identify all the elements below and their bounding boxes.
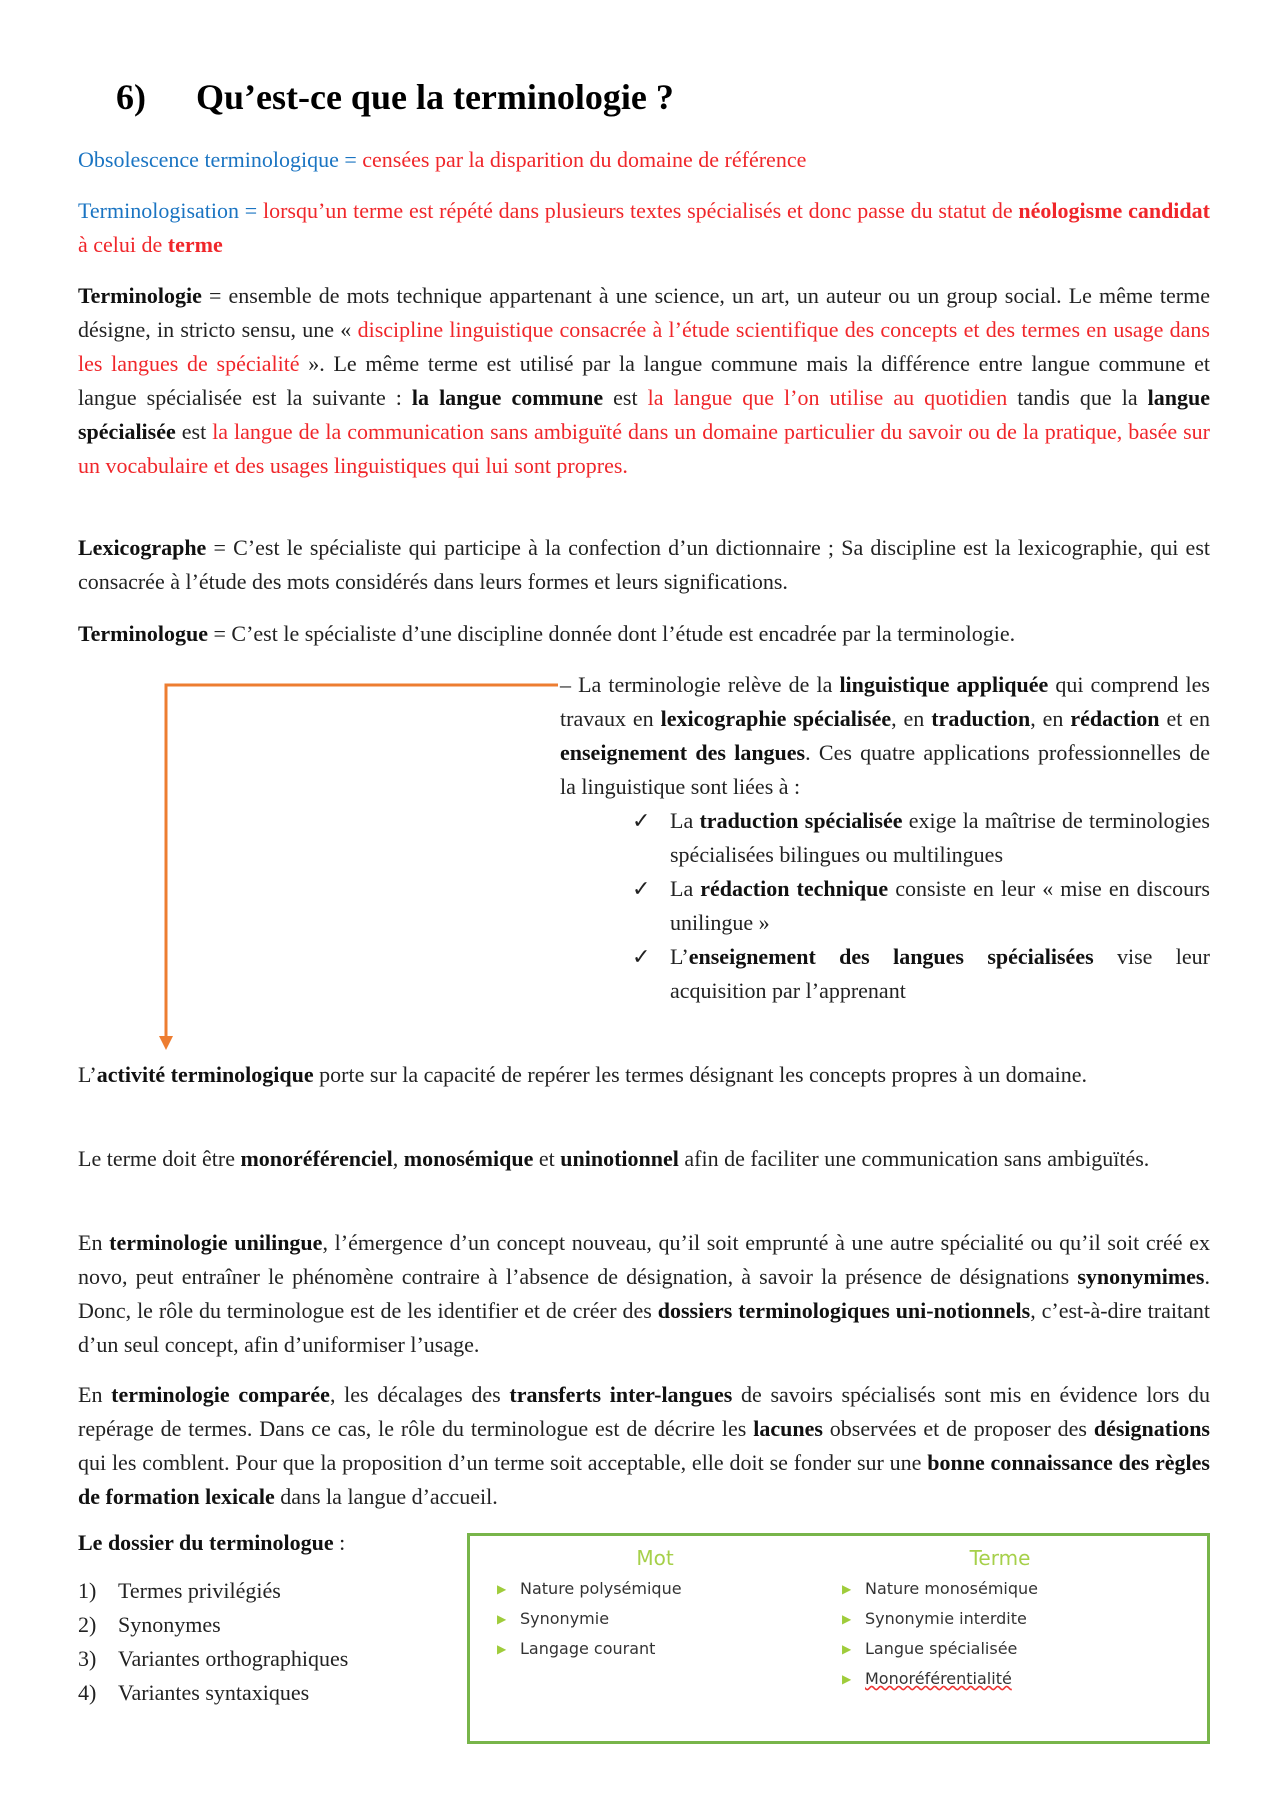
item-number: 3) — [78, 1646, 97, 1671]
text-run: En — [78, 1382, 112, 1407]
text-run: uninotionnel — [560, 1146, 679, 1171]
text-run: synonymimes — [1077, 1264, 1205, 1289]
check-text — [670, 876, 1210, 935]
list-item — [830, 1664, 1170, 1694]
text-run: qui les comblent. Pour que la proposition d’un terme soit acceptable, elle doit se fonder sur une — [78, 1450, 928, 1475]
text-run: activité terminologique — [96, 1062, 314, 1087]
text-run: En — [78, 1230, 110, 1255]
list-item — [830, 1574, 1170, 1604]
unilingue-paragraph — [78, 1226, 1210, 1362]
list-item — [485, 1604, 825, 1634]
item-number: 4) — [78, 1680, 97, 1705]
bullet-triangle-icon: ▶ — [842, 1642, 852, 1656]
text-run: monosémique — [403, 1146, 534, 1171]
text-run: est — [603, 385, 648, 410]
text-run: ». Le même terme est utilisé par la langue commune mais la différence entre langue commune et langue spécialisée est la suivante : — [78, 351, 1210, 410]
text-run: la langue que l’on utilise au quotidien — [647, 385, 1008, 410]
bullet-triangle-icon: ▶ — [497, 1612, 507, 1626]
comparee-paragraph — [78, 1378, 1210, 1514]
checkmark-icon: ✓ — [632, 944, 651, 969]
bullet-triangle-icon: ▶ — [497, 1642, 507, 1656]
text-run: rédaction technique — [700, 876, 889, 901]
text-run: néologisme candidat — [1018, 198, 1210, 223]
text-run: désignations — [1093, 1416, 1210, 1441]
check-item — [592, 872, 1210, 940]
text-run: porte sur la capacité de repérer les termes désignant les concepts propres à un domaine. — [313, 1062, 1088, 1087]
text-run: , — [392, 1146, 404, 1171]
item-text: Nature polysémique — [520, 1579, 682, 1598]
dossier-section — [78, 1530, 348, 1710]
list-item — [78, 1642, 348, 1676]
text-run: Terminologisation = — [78, 198, 263, 223]
list-item — [78, 1574, 348, 1608]
text-run: de savoirs spécialisés sont mis en évidence lors du repérage de termes. Dans ce cas, le rôle du terminologue est de décrire les — [78, 1382, 1210, 1441]
check-item — [592, 804, 1210, 872]
item-text: Variantes syntaxiques — [118, 1680, 310, 1705]
text-run: langue spécialisée — [78, 385, 1210, 444]
bullet-triangle-icon: ▶ — [497, 1582, 507, 1596]
text-run: La terminologie relève de la — [578, 672, 840, 697]
item-text: Termes privilégiés — [118, 1578, 281, 1603]
item-text: Synonymes — [118, 1612, 221, 1637]
text-run: discipline linguistique consacrée à l’étude scientifique des concepts et des termes en usage dans les langues de spécialité — [78, 317, 1210, 376]
item-text: Langue spécialisée — [865, 1639, 1018, 1658]
text-run: est — [175, 419, 213, 444]
text-run: L’ — [670, 944, 689, 969]
activite-paragraph — [78, 1058, 1210, 1092]
checkmark-icon: ✓ — [632, 876, 651, 901]
list-item — [485, 1574, 825, 1604]
mot-title: Mot — [636, 1546, 674, 1570]
check-text — [670, 808, 1210, 867]
text-run: , c’est-à-dire traitant d’un seul concept, afin d’uniformiser l’usage. — [78, 1298, 1210, 1357]
text-run: terme — [167, 232, 223, 257]
bullet-triangle-icon: ▶ — [842, 1672, 852, 1686]
text-run: La — [670, 876, 701, 901]
text-run: Lexicographe — [78, 535, 207, 560]
list-item — [78, 1608, 348, 1642]
text-run: dossiers terminologiques uni-notionnels — [657, 1298, 1031, 1323]
item-text: Nature monosémique — [865, 1579, 1038, 1598]
text-run: dans la langue d’accueil. — [274, 1484, 498, 1509]
text-run: bonne connaissance des règles de formation lexicale — [78, 1450, 1210, 1509]
text-run: la langue commune — [411, 385, 604, 410]
text-run: = C’est le spécialiste qui participe à la confection d’un dictionnaire ; Sa discipline est la lexicographie, qui est consacrée à l’étude des mots considérés dans leurs formes et leurs significations. — [78, 535, 1210, 594]
text-run: = C’est le spécialiste d’une discipline donnée dont l’étude est encadrée par la terminologie. — [207, 621, 1016, 646]
bullet-triangle-icon: ▶ — [842, 1612, 852, 1626]
item-number: 2) — [78, 1612, 97, 1637]
text-run: la langue de la communication sans ambiguïté dans un domaine particulier du savoir ou de la pratique, basée sur un vocabulaire et des usages linguistiques qui lui sont propres. — [78, 419, 1210, 478]
text-run: traduction — [931, 706, 1031, 731]
text-run: . Donc, le rôle du terminologue est de les identifier et de créer des — [78, 1264, 1210, 1323]
text-run: Le terme doit être — [78, 1146, 241, 1171]
text-run: = ensemble de mots technique appartenant à une science, un art, un auteur ou un group social. Le même terme désigne, in stricto sensu, une « — [78, 283, 1210, 342]
text-run: lacunes — [753, 1416, 823, 1441]
bullet-triangle-icon: ▶ — [842, 1582, 852, 1596]
mot-terme-comparison-box — [467, 1533, 1210, 1744]
check-item — [592, 940, 1210, 1008]
text-run: enseignement des langues — [560, 740, 806, 765]
item-text: Synonymie interdite — [865, 1609, 1027, 1628]
text-run: transferts inter-langues — [509, 1382, 733, 1407]
text-run: lorsqu’un terme est répété dans plusieurs textes spécialisés et donc passe du statut de — [262, 198, 1019, 223]
text-run: censées par la disparition du domaine de référence — [362, 147, 807, 172]
applications-block — [560, 668, 1211, 1008]
text-run: exige la maîtrise de terminologies spécialisées bilingues ou multilingues — [670, 808, 1210, 867]
mot-column — [485, 1546, 825, 1664]
item-text: Monoréférentialité — [865, 1669, 1012, 1688]
dossier-title: Le dossier du terminologue — [78, 1530, 334, 1555]
text-run: – — [560, 672, 579, 697]
text-run: , en — [891, 706, 932, 731]
text-run: à celui de — [78, 232, 168, 257]
page-title: 6) Qu’est-ce que la terminologie ? — [116, 77, 674, 117]
check-text — [670, 944, 1210, 1003]
text-run: consiste en leur « mise en discours unilingue » — [670, 876, 1210, 935]
text-run: , les décalages des — [329, 1382, 510, 1407]
text-run: terminologie comparée — [111, 1382, 330, 1407]
list-item — [830, 1634, 1170, 1664]
dossier-list — [78, 1574, 348, 1710]
text-run: tandis que la — [1007, 385, 1148, 410]
text-run: vise leur acquisition par l’apprenant — [670, 944, 1210, 1003]
text-run: terminologie unilingue — [109, 1230, 323, 1255]
text-run: lexicographie spécialisée — [660, 706, 892, 731]
text-run: traduction spécialisée — [699, 808, 903, 833]
text-run: enseignement des langues spécialisées — [688, 944, 1094, 969]
text-run: , en — [1030, 706, 1071, 731]
text-run: qui comprend les travaux en — [560, 672, 1210, 731]
text-run: et — [533, 1146, 561, 1171]
text-run: et en — [1159, 706, 1211, 731]
text-run: Obsolescence terminologique = — [78, 147, 363, 172]
dossier-colon: : — [333, 1530, 346, 1555]
item-text: Langage courant — [520, 1639, 656, 1658]
text-run: rédaction — [1070, 706, 1160, 731]
item-text: Synonymie — [520, 1609, 610, 1628]
applications-intro — [560, 668, 1210, 804]
text-run: afin de faciliter une communication sans ambiguïtés. — [678, 1146, 1150, 1171]
terme-column — [830, 1546, 1170, 1694]
terme-title: Terme — [969, 1546, 1031, 1570]
text-run: , l’émergence d’un concept nouveau, qu’il soit emprunté à une autre spécialité ou qu’il soit créé ex novo, peut entraîner le phénomène contraire à l’absence de désignation, à savoir la présence de désignations — [78, 1230, 1210, 1289]
list-item — [78, 1676, 348, 1710]
list-item — [830, 1604, 1170, 1634]
item-number: 1) — [78, 1578, 97, 1603]
text-run: La — [670, 808, 700, 833]
terme-paragraph — [78, 1142, 1210, 1176]
checkmark-icon: ✓ — [632, 808, 651, 833]
item-text: Variantes orthographiques — [118, 1646, 349, 1671]
text-run: monoréférenciel — [240, 1146, 393, 1171]
list-item — [485, 1634, 825, 1664]
text-run: L’ — [78, 1062, 97, 1087]
text-run: . Ces quatre applications professionnelles de la linguistique sont liées à : — [560, 740, 1211, 799]
text-run: Terminologie — [78, 283, 202, 308]
text-run: observées et de proposer des — [822, 1416, 1094, 1441]
text-run: linguistique appliquée — [839, 672, 1049, 697]
text-run: Terminologue — [78, 621, 208, 646]
